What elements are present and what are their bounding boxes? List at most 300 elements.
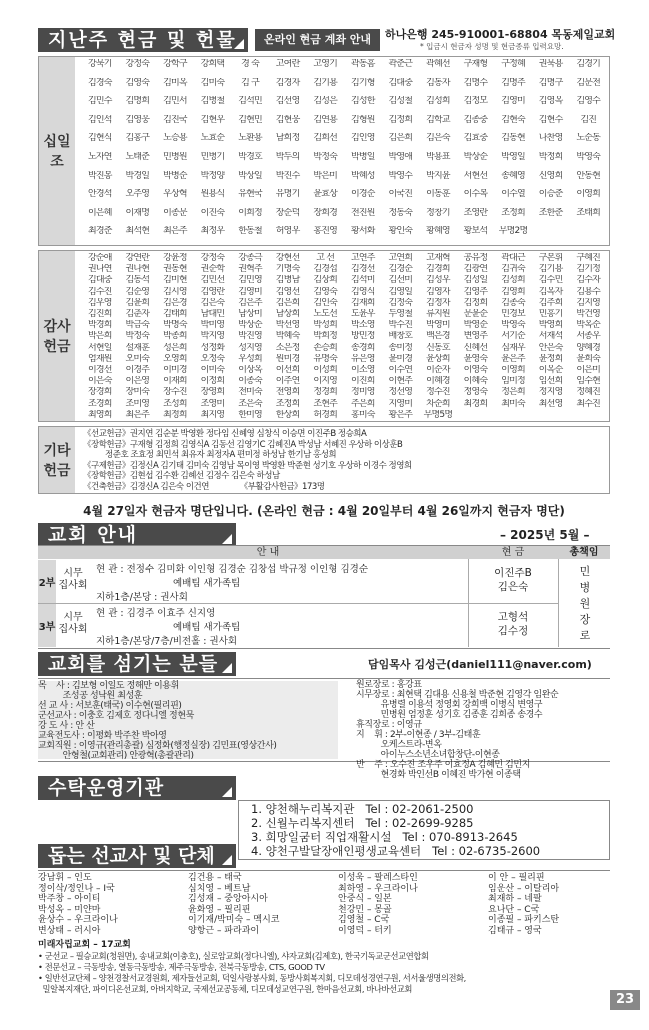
thanks-name: 박선영 xyxy=(275,320,300,331)
thanks-name: 허경희 xyxy=(313,409,338,420)
tithe-name: 김진 xyxy=(580,114,597,125)
part-label: 3부 xyxy=(38,604,56,647)
col-divider xyxy=(558,559,559,647)
thanks-name: 신혜선 xyxy=(463,342,488,353)
thanks-name: 이주연 xyxy=(275,376,300,387)
missionary-entry: 김영철 – C국 xyxy=(338,915,390,925)
missionary-entry: 이영덕 – 터키 xyxy=(338,925,392,936)
tithe-name: 김성철 xyxy=(388,96,413,107)
thanks-name: 윤희숙 xyxy=(576,353,601,364)
thanks-name: 박종희 xyxy=(163,331,187,342)
thanks-name: 고 선 xyxy=(316,253,335,263)
thanks-name: 박수진 xyxy=(388,320,413,331)
online-label: 온라인 현금 계좌 안내 xyxy=(255,29,380,51)
tithe-name: 구재형 xyxy=(463,59,488,69)
offering-title: 지난주 현금 및 헌물 xyxy=(38,28,248,52)
thanks-name: 이경선 xyxy=(87,364,112,375)
tithe-name: 김영미 xyxy=(501,96,525,107)
thanks-name: 서현일 xyxy=(87,342,112,353)
thanks-name: 최경희 xyxy=(463,398,488,409)
thanks-name: 김용수 xyxy=(576,286,601,297)
tithe-name: 이경순 xyxy=(350,189,375,200)
thanks-name: 박명숙 xyxy=(163,320,187,331)
tithe-name: 이재명 xyxy=(125,207,150,218)
thanks-name: 이현주 xyxy=(388,376,413,387)
tithe-name: 서현선 xyxy=(463,170,488,181)
thanks-name: 백은경 xyxy=(426,331,450,342)
thanks-name: 이지영 xyxy=(313,376,338,387)
thanks-name: 남상희 xyxy=(275,308,300,319)
kind-label: 시무 집사회 xyxy=(58,612,88,635)
other-line: 《장학헌금》구재형 김정희 김영식A 김동선 김영기C 김혜진A 박성남 서혜진 우상하 이상훈B xyxy=(83,439,403,450)
tithe-name: 우상혁 xyxy=(163,189,187,200)
thanks-name: 권나연 xyxy=(87,264,112,275)
tithe-name: 박병순 xyxy=(163,170,187,181)
tithe-name: 김명구 xyxy=(538,77,563,88)
tithe-name: 안동현 xyxy=(576,170,601,181)
tithe-name: 황서화 xyxy=(350,226,375,237)
thanks-name: 강종극 xyxy=(238,253,262,263)
tithe-name: 김기용 xyxy=(313,77,338,88)
thanks-name: 이성희 xyxy=(313,364,338,375)
tithe-name: 유명기 xyxy=(275,189,300,200)
thanks-name: 서종우 xyxy=(576,331,601,342)
thanks-name: 장미숙 xyxy=(125,387,150,398)
row-line3: 지하1층/본당/7층/비전홀 : 권사회 xyxy=(96,636,238,647)
thanks-name: 김영주 xyxy=(463,286,488,297)
tithe-name: 이국진 xyxy=(388,189,413,200)
thanks-name: 남대민 xyxy=(200,308,225,319)
thanks-name: 이은숙 xyxy=(87,376,112,387)
tithe-name: 김형원 xyxy=(350,114,375,125)
offering-notice: 4월 27일자 현금자 명단입니다. (온라인 현금 : 4월 20일부터 4월 26일까지 현금자 명단) xyxy=(83,504,565,518)
tithe-name: 최경준 xyxy=(87,226,112,237)
table-row xyxy=(38,604,558,647)
thanks-name: 고연희 xyxy=(388,253,413,263)
tithe-name: 박경일 xyxy=(125,170,150,181)
servant-line: 휴직장로 : 이영규 xyxy=(356,720,422,730)
agency-item: 1. 양천해누리복지관 Tel : 02-2061-2500 xyxy=(251,802,474,816)
tithe-name: 곽준근 xyxy=(388,59,413,69)
thanks-name: 김대중 xyxy=(87,275,112,286)
missionary-entry: 천강민 – 몽골 xyxy=(338,904,392,915)
thanks-name: 박경희 xyxy=(87,320,112,331)
tithe-name: 이영희 xyxy=(576,189,601,200)
tithe-name: 나찬영 xyxy=(538,133,563,144)
tithe-name: 김은희 xyxy=(388,133,413,144)
thanks-name: 이혜숙 xyxy=(463,376,488,387)
tithe-name: 정창기 xyxy=(426,207,450,218)
tithe-name: 김기형 xyxy=(350,77,375,88)
servants-box xyxy=(38,678,610,780)
servant-line: 선 교 사 : 서보훈(태국) 이수현(필리핀) xyxy=(38,701,182,711)
thanks-name: 박영숙 xyxy=(501,320,525,331)
other-line: 《구제헌금》김정신A 김기태 김미숙 김영남 목이영 박영환 박준현 성기호 우상하 이경수 정영희 xyxy=(83,460,412,471)
thanks-name: 심재우 xyxy=(501,342,525,353)
tithe-name: 허영우 xyxy=(275,226,300,237)
missionary-entry: 윤화영 – 필리핀 xyxy=(188,904,251,915)
thanks-name: 박지영 xyxy=(200,331,225,342)
thanks-name: 문윤순 xyxy=(463,308,488,319)
tithe-name: 김성한 xyxy=(350,96,375,107)
tithe-name: 고영기 xyxy=(313,59,338,69)
thanks-name: 김동석 xyxy=(125,275,150,286)
tithe-name: 황혜영 xyxy=(426,226,450,237)
missionary-entry: 김태규 – 영국 xyxy=(488,925,542,936)
thanks-name: 이영숙 xyxy=(463,364,488,375)
church-table xyxy=(38,545,610,649)
thanks-name: 주은희 xyxy=(350,398,375,409)
tithe-name: 박상일 xyxy=(238,170,262,181)
missionary-entry: 이성욱 – 팔레스타인 xyxy=(338,873,418,883)
thanks-name: 김광연 xyxy=(463,264,488,275)
thanks-name: 정미영 xyxy=(350,387,375,398)
thanks-name: 김수진 xyxy=(87,286,112,297)
thanks-name: 유명숙 xyxy=(313,353,338,364)
thanks-name: 한상희 xyxy=(275,409,300,420)
thanks-name: 원미경 xyxy=(275,353,300,364)
thanks-name: 정경희 xyxy=(313,387,338,398)
thanks-name: 최지영 xyxy=(200,409,225,420)
servant-line: 반 주 : 오수진 조우주 이효정A 김혜민 김민지 xyxy=(356,760,530,770)
thanks-name: 최미숙 xyxy=(501,398,525,409)
tithe-name: 박상순 xyxy=(463,151,488,162)
thanks-name: 김미현 xyxy=(163,275,187,286)
servant-line: 지 휘 : 2부-이현종 / 3부-김태훈 xyxy=(356,730,481,740)
tithe-name: 박진수 xyxy=(275,170,300,181)
other-line: 《선교헌금》권지연 김순분 박영환 정다임 신혜영 심창식 이승면 이진주B 정승희A xyxy=(83,429,367,439)
tithe-name: 이동훈 xyxy=(426,189,450,200)
tithe-name: 홍진영 xyxy=(313,226,338,237)
tithe-name: 김명주 xyxy=(501,77,525,88)
other-line: 《건축헌금》김경신A 김은숙 이건연 《부활감사헌금》173명 xyxy=(83,481,325,492)
thanks-name: 방민정 xyxy=(350,331,375,342)
thanks-name: 유은영 xyxy=(350,353,375,364)
missionary-entry: 안중식 – 일본 xyxy=(338,894,392,904)
tithe-name: 김성은 xyxy=(313,96,338,107)
tithe-name: 김은숙 xyxy=(426,133,450,144)
thanks-name: 한미영 xyxy=(238,409,262,420)
thanks-name: 이선희 xyxy=(275,364,300,375)
tithe-name: 노승용 xyxy=(163,133,187,144)
servant-line: 시무장로 : 최현택 김대용 신용철 박준현 김영각 임완순 xyxy=(356,690,559,700)
org-line: • 군선교 – 필승교회(청원면), 송내교회(이충호), 실로암교회(정다니엘), 샤자교회(김제호), 한국기독교군선교연합회 xyxy=(38,951,429,961)
thanks-name: 최수진 xyxy=(576,398,601,409)
thanks-name: 김정숙 xyxy=(388,297,413,308)
tithe-name: 박영수 xyxy=(388,170,413,181)
servant-line: 강 도 사 : 안 산 xyxy=(38,721,95,731)
tithe-name: 강희택 xyxy=(200,59,225,69)
servant-line: 목 사 : 김보형 이일도 정해만 이용휘 xyxy=(38,681,179,691)
thanks-name: 구혜진 xyxy=(576,253,601,263)
tithe-name: 김종중 xyxy=(463,114,488,125)
tithe-name: 박정숙 xyxy=(313,151,338,162)
row-cash: 이진주B 김은숙 xyxy=(494,567,532,593)
tithe-name: 민병기 xyxy=(200,151,225,162)
tithe-name: 곽동흠 xyxy=(350,59,375,69)
tithe-names xyxy=(81,59,607,245)
thanks-name: 곽대근 xyxy=(501,253,525,263)
thanks-name: 변영주 xyxy=(463,331,488,342)
tithe-name: 노효순 xyxy=(200,133,225,144)
thanks-name: 김귀숙 xyxy=(501,264,525,275)
servant-line: 민병원 엄정훈 성기호 김종훈 김희종 송경수 xyxy=(356,710,543,720)
missionary-entry: 박주창 – 아이티 xyxy=(38,894,101,904)
tithe-name: 김명수 xyxy=(463,77,488,88)
missionary-row xyxy=(38,894,610,905)
tithe-name: 이수복 xyxy=(463,189,488,200)
thanks-name: 김민선 xyxy=(200,275,225,286)
tithe-name: 최은주 xyxy=(163,226,187,237)
thanks-name: 장수진 xyxy=(163,387,187,398)
thanks-name: 이소영 xyxy=(350,364,375,375)
missionary-entry: 윤상수 – 우크라이나 xyxy=(38,915,118,925)
missionary-entry: 요나단 – C국 xyxy=(488,904,540,915)
thanks-name: 홍미숙 xyxy=(350,409,375,420)
agency-item: 4. 양천구발달장애인평생교육센터 Tel : 02-6735-2600 xyxy=(251,844,541,858)
other-lines xyxy=(83,429,607,492)
tithe-name: 김영숙 xyxy=(125,77,150,88)
tithe-name: 김인영 xyxy=(350,133,375,144)
thanks-name: 김수자 xyxy=(576,275,601,286)
thanks-name: 김순영 xyxy=(125,286,150,297)
thanks-name: 김경순 xyxy=(388,264,413,275)
table-row xyxy=(38,560,558,604)
tithe-name: 김민수 xyxy=(87,96,112,107)
thanks-name: 최선영 xyxy=(538,398,563,409)
thanks-name: 송경희 xyxy=(350,342,375,353)
thanks-name: 우성희 xyxy=(238,353,262,364)
tithe-name: 김선영 xyxy=(275,96,300,107)
tithe-name: 김민서 xyxy=(163,96,187,107)
tithe-name: 김대중 xyxy=(388,77,413,88)
thanks-name: 조은숙 xyxy=(238,398,262,409)
tithe-name: 노환용 xyxy=(238,133,262,144)
thanks-name: 민흥기 xyxy=(538,308,563,319)
tithe-name: 김현숙 xyxy=(501,114,525,125)
thanks-name: 권나현 xyxy=(125,264,150,275)
missionary-entry: 이종필 – 파키스탄 xyxy=(488,915,560,925)
thanks-name: 임선희 xyxy=(538,376,563,387)
tithe-name: 남희정 xyxy=(275,133,300,144)
thanks-name: 박은희 xyxy=(87,331,112,342)
thanks-name: 최영희 xyxy=(87,409,112,420)
thanks-name: 전미숙 xyxy=(238,387,262,398)
thanks-name: 김진희 xyxy=(87,308,112,319)
thanks-name: 소은정 xyxy=(275,342,300,353)
servant-line: 유병렬 이용석 정영회 강희백 이병식 변영구 xyxy=(356,700,543,710)
thanks-name: 차순희 xyxy=(426,398,450,409)
tithe-name: 김정모 xyxy=(463,96,488,107)
tithe-name: 박영숙 xyxy=(576,151,601,162)
row-line2: 예배팀 새가족팀 xyxy=(173,578,241,589)
thanks-name: 윤정희 xyxy=(538,353,563,364)
thanks-name: 김경희 xyxy=(426,264,450,275)
thanks-name: 김영일 xyxy=(388,286,413,297)
thanks-name: 민경보 xyxy=(501,308,525,319)
servant-line: 조성공 성낙원 최성훈 xyxy=(38,691,143,701)
tithe-name: 박은미 xyxy=(313,170,338,181)
tithe-name: 노자연 xyxy=(87,151,112,162)
thanks-name: 김성일 xyxy=(463,275,488,286)
thanks-name: 김춘자 xyxy=(125,308,150,319)
thanks-name: 이순자 xyxy=(426,364,450,375)
tithe-name: 장순덕 xyxy=(275,207,300,218)
row-line1: 현 관 : 김경주 이효주 신지영 xyxy=(96,608,216,619)
church-date: – 2025년 5월 – xyxy=(500,528,590,542)
thanks-name: 손승희 xyxy=(313,342,338,353)
tithe-name: 김영웅 xyxy=(125,114,150,125)
thanks-name: 김시영 xyxy=(163,286,187,297)
account-note: * 입금시 현금자 성명 및 현금종류 입력요망. xyxy=(420,42,564,51)
thanks-name: 정선영 xyxy=(388,387,413,398)
thanks-name: 임수현 xyxy=(576,376,601,387)
tithe-name: 이은혜 xyxy=(87,207,112,218)
thanks-name: 정지영 xyxy=(538,387,563,398)
thanks-name: 김인숙 xyxy=(313,297,338,308)
thanks-name: 김종숙 xyxy=(501,297,525,308)
tithe-name: 오주영 xyxy=(125,189,150,200)
thanks-name: 안은숙 xyxy=(538,342,563,353)
thanks-name: 김우영 xyxy=(87,297,112,308)
tithe-name: 김병철 xyxy=(200,96,225,107)
tithe-name: 김성희 xyxy=(426,96,450,107)
thanks-name: 박진영 xyxy=(238,331,262,342)
table-header xyxy=(38,546,610,559)
missionary-row xyxy=(38,884,610,895)
agencies-title: 수탁운영기관 xyxy=(38,776,236,800)
thanks-name: 이미숙 xyxy=(200,364,225,375)
thanks-name: 서재석 xyxy=(538,331,563,342)
thanks-name: 장경희 xyxy=(87,387,112,398)
tithe-name: 최석현 xyxy=(125,226,150,237)
thanks-name: 임미정 xyxy=(501,376,525,387)
thanks-name: 조정희 xyxy=(275,398,300,409)
thanks-name: 성정화 xyxy=(200,342,225,353)
thanks-name: 김기정 xyxy=(576,264,601,275)
tithe-name: 김 구 xyxy=(241,77,259,88)
missionary-row xyxy=(38,873,610,884)
thanks-name: 이옥순 xyxy=(538,364,563,375)
tithe-name: 전진원 xyxy=(350,207,375,218)
thanks-name: 강연란 xyxy=(125,253,150,263)
thanks-name: 두영철 xyxy=(388,308,413,319)
thanks-name: 정수진 xyxy=(426,387,450,398)
tithe-name: 고여란 xyxy=(275,59,300,69)
tithe-name: 권묵용 xyxy=(538,59,563,69)
missionary-entry: 심치영 – 베트남 xyxy=(188,883,251,894)
thanks-name: 도윤우 xyxy=(350,308,375,319)
tithe-name: 박지윤 xyxy=(426,170,450,181)
thanks-name: 김경섭 xyxy=(313,264,338,275)
thanks-name: 신동호 xyxy=(426,342,450,353)
tithe-name: 김미숙 xyxy=(200,77,225,88)
thanks-name: 김선미 xyxy=(388,275,413,286)
thanks-name: 김수민 xyxy=(538,275,563,286)
thanks-name: 이은영 xyxy=(125,376,150,387)
missionary-entry: 이기재/박미숙 – 멕시코 xyxy=(188,915,280,925)
tithe-name: 김명희 xyxy=(125,96,150,107)
thanks-name: 김윤희 xyxy=(125,297,150,308)
tithe-name: 안경석 xyxy=(87,189,112,200)
thanks-name: 서기순 xyxy=(501,331,525,342)
missionary-grid xyxy=(38,873,610,936)
thanks-name: 김영희 xyxy=(501,286,525,297)
missionary-entry: 양항근 – 파라과이 xyxy=(188,925,260,936)
tithe-name: 김현민 xyxy=(238,114,262,125)
tithe-name: 강학구 xyxy=(163,59,187,69)
tithe-name: 박용표 xyxy=(426,151,450,162)
thanks-name: 이정희 xyxy=(200,376,225,387)
thanks-name: 김영자 xyxy=(426,286,450,297)
col-content: 안 내 xyxy=(256,547,280,558)
tithe-name: 김문전 xyxy=(576,77,601,88)
thanks-name: 이혜경 xyxy=(426,376,450,387)
col-divider xyxy=(468,559,469,647)
thanks-name: 권동현 xyxy=(163,264,187,275)
tithe-name: 이승준 xyxy=(538,189,563,200)
tithe-name: 김경자 xyxy=(275,77,300,88)
tithe-name: 김학교 xyxy=(426,114,450,125)
thanks-name: 강현선 xyxy=(275,253,300,263)
tithe-name: 김현우 xyxy=(200,114,225,125)
thanks-name: 정영숙 xyxy=(463,387,488,398)
thanks-name: 박금숙 xyxy=(125,320,150,331)
tithe-name: 정동숙 xyxy=(388,207,413,218)
tithe-name: 장희경 xyxy=(313,207,338,218)
thanks-name: 김민영 xyxy=(238,275,262,286)
thanks-name: 김상희 xyxy=(313,275,338,286)
servant-line: 안형철(교회관리) 안광혁(총괄관리) xyxy=(38,751,194,761)
missionary-entry: 최하영 – 우크라이나 xyxy=(338,883,418,894)
thanks-name: 전영희 xyxy=(275,387,300,398)
tithe-name: 강정숙 xyxy=(125,59,150,69)
thanks-name: 김영미 xyxy=(238,286,262,297)
tithe-name: 김현식 xyxy=(87,133,112,144)
missionary-entry: 변상태 – 러시아 xyxy=(38,925,101,936)
thanks-name: 오미숙 xyxy=(125,353,150,364)
thanks-box xyxy=(38,250,610,422)
tithe-name: 황보석 xyxy=(463,226,488,237)
tithe-name: 박영애 xyxy=(388,151,413,162)
thanks-name: 권혁주 xyxy=(238,264,262,275)
thanks-name: 무명5명 xyxy=(423,409,453,420)
thanks-name: 오영희 xyxy=(163,353,187,364)
thanks-name: 박소영 xyxy=(350,320,375,331)
row-line3: 지하1층/본당 : 권사회 xyxy=(96,592,188,603)
tithe-name: 박경호 xyxy=(238,151,262,162)
thanks-name: 설재훈 xyxy=(125,342,150,353)
missionary-entry: 임운산 – 이탈리아 xyxy=(488,883,560,894)
org-line: • 일반선교단체 – 양천경찰서교경원회, 제자들선교회, 덕일사랑봉사회, 동방사회복지회, 디모데성경연구원, 서서울생명의전화, xyxy=(38,973,466,983)
thanks-name: 정혜진 xyxy=(576,387,601,398)
tithe-name: 조영란 xyxy=(463,207,488,218)
tithe-name: 박진봉 xyxy=(87,170,112,181)
other-label: 기타 헌금 xyxy=(39,427,75,493)
tithe-name: 구정혜 xyxy=(501,59,525,69)
servant-line: 군선교사 : 이충호 김제호 정다니엘 정현묵 xyxy=(38,711,194,721)
thanks-name: 강정숙 xyxy=(200,253,225,263)
servant-line: 아이누스소년소녀합창단-이현종 xyxy=(356,750,500,760)
tithe-name: 김진국 xyxy=(163,114,187,125)
thanks-name: 김지영 xyxy=(576,297,601,308)
tithe-name: 김경숙 xyxy=(87,77,112,88)
thanks-name: 기명숙 xyxy=(275,264,300,275)
tithe-name: 황인숙 xyxy=(388,226,413,237)
missionary-entry: 박성옥 – 미얀마 xyxy=(38,904,101,915)
part-label: 2부 xyxy=(38,560,56,603)
servant-line: 교육전도사 : 이평화 박주찬 박아영 xyxy=(38,731,167,741)
